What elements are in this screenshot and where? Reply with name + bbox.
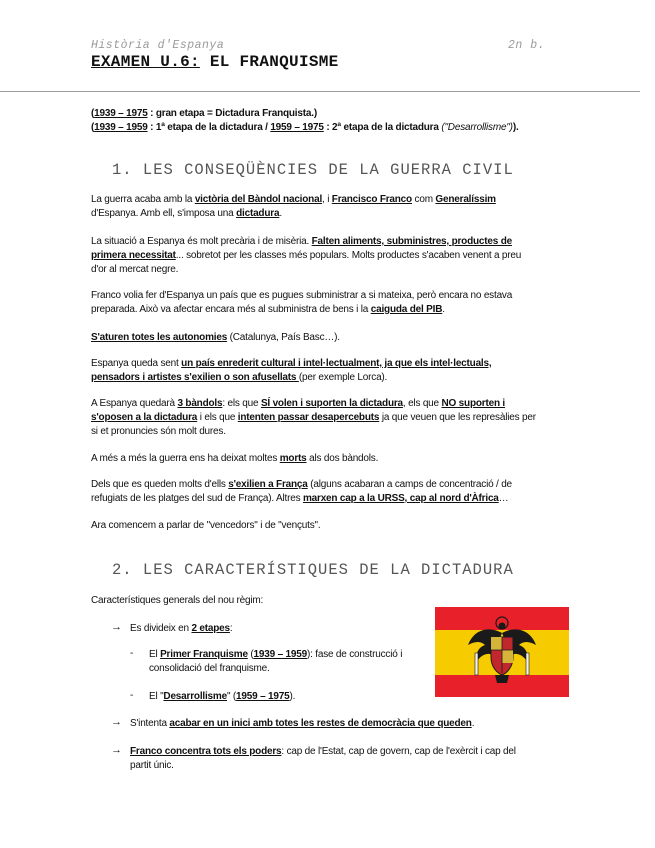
paragraph-culture: Espanya queda sent un país enrederit cultural i intel·lectualment, ja que els intel·lectuals, pensadors i artistes s'exilien o son afusellats (per exemple Lorca). xyxy=(91,358,492,383)
paragraph-autarky: Franco volia fer d'Espanya un país que es pugues subministrar a si mateixa, però encara no estava preparada. Això va afectar encara més al subministra de bens i la caiguda del PIB. xyxy=(91,290,513,315)
sub-item-desarrollisme: El "Desarrollisme" (1959 – 1975). xyxy=(149,691,296,702)
section-2-heading: 2. LES CARACTERÍSTIQUES DE LA DICTADURA xyxy=(112,561,514,579)
header-divider xyxy=(0,91,640,92)
page-title xyxy=(91,53,339,71)
document-subject: Història d'Espanya xyxy=(91,39,225,52)
arrow-right-icon: → xyxy=(111,621,122,633)
list-item-democracy: S'intenta acabar en un inici amb totes les restes de democràcia que queden. xyxy=(130,718,475,729)
paragraph-three-sides: A Espanya quedarà 3 bàndols: els que SÍ volen i suporten la dictadura, els que NO suporten i s'oposen a la dictadura i els que intenten passar desapercebuts ja que veuen que les represàlies per si et pronuncies són molt dures. xyxy=(91,398,536,437)
intro-line-2: (1939 – 1959 : 1ª etapa de la dictadura / 1959 – 1975 : 2ª etapa de la dictadura ("Desarrollisme")). xyxy=(91,122,519,133)
sub-item-first-franquisme: El Primer Franquisme (1939 – 1959): fase de construcció i consolidació del franquisme. xyxy=(149,649,403,674)
exam-topic: EL FRANQUISME xyxy=(209,53,339,71)
characteristics-intro: Característiques generals del nou règim: xyxy=(91,595,264,606)
paragraph-victors: Ara comencem a parlar de "vencedors" i de "vençuts". xyxy=(91,520,321,531)
intro-line-1: (1939 – 1975 : gran etapa = Dictadura Franquista.) xyxy=(91,108,317,119)
francoist-spain-flag-icon xyxy=(435,607,569,697)
arrow-right-icon: → xyxy=(111,744,122,756)
paragraph-deaths: A més a més la guerra ens ha deixat moltes morts als dos bàndols. xyxy=(91,453,379,464)
paragraph-victory: La guerra acaba amb la victòria del Bàndol nacional, i Francisco Franco com Generalíssim d'Espanya. Amb ell, s'imposa una dictadura. xyxy=(91,194,496,219)
section-1-heading: 1. LES CONSEQÜÈNCIES DE LA GUERRA CIVIL xyxy=(112,161,514,179)
exam-label: EXAMEN U.6: xyxy=(91,53,200,71)
list-item-powers: Franco concentra tots els poders: cap de l'Estat, cap de govern, cap de l'exèrcit i cap del partit únic. xyxy=(130,746,516,771)
list-item-stages: Es divideix en 2 etapes: xyxy=(130,623,233,634)
arrow-right-icon: → xyxy=(111,716,122,728)
paragraph-autonomies: S'aturen totes les autonomies (Catalunya, País Basc…). xyxy=(91,332,340,343)
dash-bullet-icon: - xyxy=(130,690,134,701)
paragraph-exile: Dels que es queden molts d'ells s'exilien a França (alguns acabaran a camps de concentració / de refugiats de les platges del sud de França). Altres marxen cap a la URSS, cap al nord d'Àfrica… xyxy=(91,479,512,504)
document-course: 2n b. xyxy=(508,39,546,52)
paragraph-misery: La situació a Espanya és molt precària i de misèria. Falten aliments, subministres, productes de primera necessitat... sobretot per les classes més populars. Molts productes s'acaben venent a preu d'or al mercat negre. xyxy=(91,236,522,275)
dash-bullet-icon: - xyxy=(130,648,134,659)
